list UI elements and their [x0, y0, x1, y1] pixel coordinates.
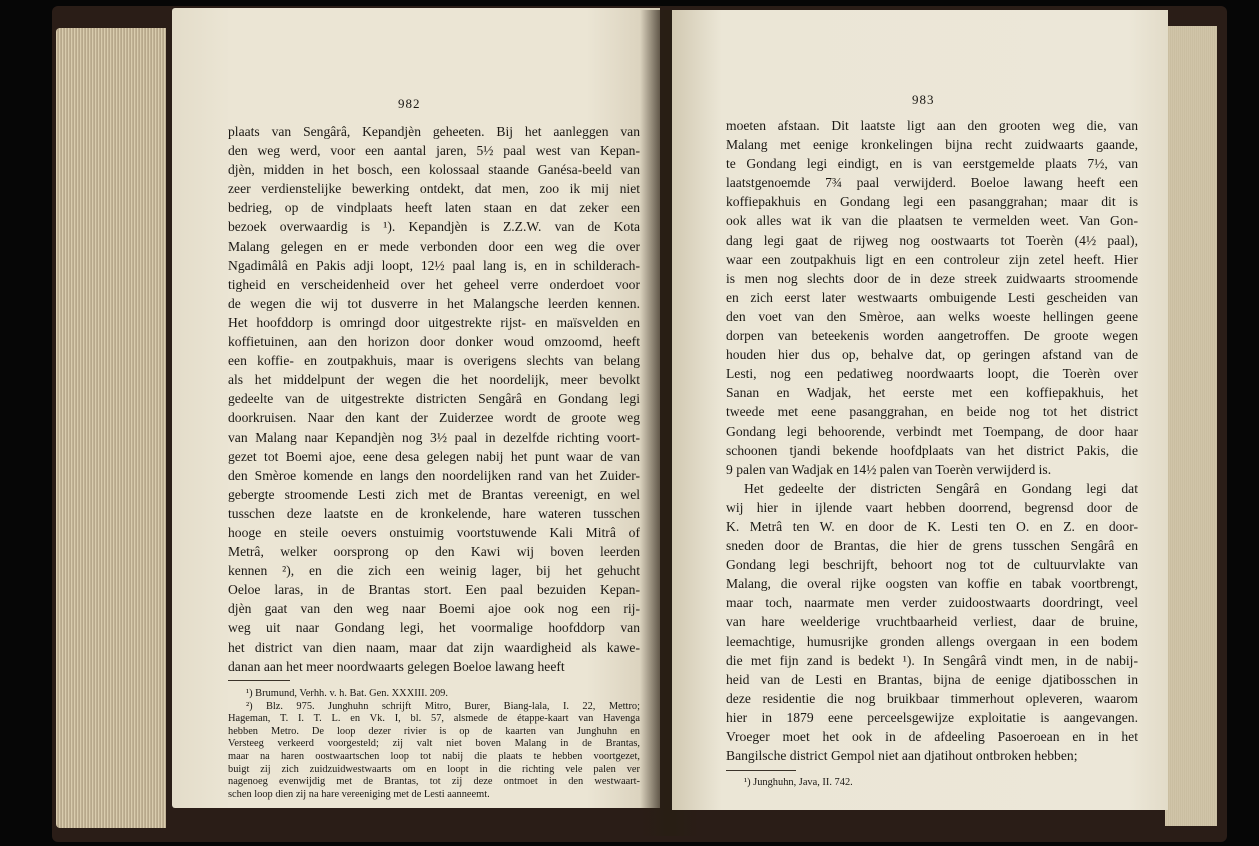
- page-number: 983: [912, 92, 935, 107]
- text-line: sneden door de Brantas, die hier de grens tusschen Sengârâ en: [726, 538, 1138, 554]
- footnote-line: schen loop dien zij na hare vereeniging met de Lesti aanneemt.: [228, 788, 490, 800]
- footnote-line: Hageman, T. I. T. L. en Vk. I, bl. 57, alsmede de étappe-kaart van Havenga: [228, 713, 640, 725]
- text-line: K. Metrâ ten W. en door de K. Lesti ten O. en Z. en door-: [726, 518, 1138, 534]
- text-line: gebergte stroomende Lesti zich met de Brantas vereenigt, en wel: [228, 486, 640, 502]
- text-line: djèn gaat van den weg naar Boemi ajoe ook nog een rij-: [228, 601, 640, 617]
- text-line: schoonen tjandi bekende hoofdplaats van het district Pakis, die: [726, 442, 1138, 458]
- footnotes: [726, 777, 1138, 790]
- footnote-line: nagenoeg evenwijdig met de Brantas, tot zij deze ontmoet in den westwaart-: [228, 776, 640, 788]
- body-text: [228, 122, 640, 676]
- text-line: laatstgenoemde 7¾ paal verwijderd. Boeloe lawang heeft een: [726, 175, 1138, 191]
- footnote-rule: [726, 770, 796, 771]
- text-line: koffiepakhuis en Gondang legi een pasanggrahan; maar dit is: [726, 194, 1138, 210]
- text-line: het district van dien naam, maar dat zijn waardigheid als kawe-: [228, 639, 640, 655]
- text-line: doorkruisen. Naar den kant der Zuiderzee wordt de groote weg: [228, 410, 640, 426]
- right-page: [672, 10, 1168, 810]
- text-line: tigheid en verscheidenheid over het geheel verre onderdoet voor: [228, 276, 640, 292]
- footnote-line: buigt zij zich zuidzuidwestwaarts om en loopt in die richting vele palen ver: [228, 763, 640, 775]
- text-line: den Smèroe komende en langs den noordelijken rand van het Zuider-: [228, 467, 640, 483]
- footnote-line: ¹) Junghuhn, Java, II. 742.: [744, 777, 853, 788]
- text-line: den voet van den Smèroe, aan welks woeste hellingen geene: [726, 308, 1138, 324]
- text-line: Ngadimâlâ en Pakis adji loopt, 12½ paal lang is, en in schilderach-: [228, 257, 640, 273]
- text-line: is men nog slechts door de in deze streek zuidwaarts stroomende: [726, 270, 1138, 286]
- text-line: bedrieg, op de vindplaats heeft laten staan en dat zeker een: [228, 200, 640, 216]
- page-edges-right: [1165, 26, 1217, 826]
- body-text: [726, 116, 1138, 765]
- text-line: Malang gelegen en er mede verbonden door een weg die over: [228, 238, 640, 254]
- text-line: leemachtige, humusrijke gronden allengs overgaan in een bodem: [726, 633, 1138, 649]
- text-line: tusschen deze laatste en de kronkelende, hare wateren tusschen: [228, 505, 640, 521]
- text-line: den weg werd, voor een aantal jaren, 5½ paal west van Kepan-: [228, 143, 640, 159]
- text-line: Malang, die overal rijke oogsten van koffie en tabak voortbrengt,: [726, 576, 1138, 592]
- text-line: houden hier dus op, behalve dat, op geringen afstand van de: [726, 347, 1138, 363]
- text-line: zeer verdienstelijke bewerking ontdekt, dat men, zoo ik mij niet: [228, 181, 640, 197]
- text-line: als het middelpunt der wegen die het noordelijk, meer bevolkt: [228, 372, 640, 388]
- text-line: te Gondang legi eindigt, en is van eerstgemelde plaats 7½, van: [726, 156, 1138, 172]
- text-line: ook alles wat ik van die plaatsen te vermelden weet. Van Gon-: [726, 213, 1138, 229]
- text-line: 9 palen van Wadjak en 14½ palen van Toerèn verwijderd is.: [726, 461, 1052, 477]
- text-line: dang legi gaat de rijweg nog oostwaarts tot Toerèn (4½ paal),: [726, 232, 1138, 248]
- footnote-line: ¹) Brumund, Verhh. v. h. Bat. Gen. XXXIII. 209.: [246, 688, 448, 699]
- text-line: Oeloe laras, in de Brantas stort. Een paal bezuiden Kepan-: [228, 582, 640, 598]
- text-line: moeten afstaan. Dit laatste ligt aan den grooten weg die, van: [726, 118, 1138, 133]
- text-line: Vroeger moet het ook in de afdeeling Pasoeroean en in het: [726, 729, 1138, 744]
- text-line: deze residentie die nog bruikbaar timmerhout opleveren, waarom: [726, 690, 1138, 706]
- footnote-line: ²) Blz. 975. Junghuhn schrijft Mitro, Burer, Biang-lala, I. 22, Mettro;: [246, 700, 640, 712]
- text-line: bezoek overwaardig is ¹). Kepandjèn is Z.Z.W. van de Kota: [228, 219, 640, 235]
- footnote-line: Versteeg verkeerd voorgesteld; zij valt niet boven Malang in de Brantas,: [228, 738, 640, 750]
- text-line: Malang met eenige kronkelingen bijna recht zuidwaarts gaande,: [726, 137, 1138, 153]
- text-line: plaats van Sengârâ, Kepandjèn geheeten. Bij het aanleggen van: [228, 124, 640, 139]
- text-line: wij hier in ijlende vaart hebben doorrend, begrensd door de: [726, 499, 1138, 515]
- left-page: [172, 8, 660, 808]
- text-line: tweede met eene pasanggrahan, en beide nog tot het district: [726, 404, 1138, 420]
- text-line: de wegen die wij tot dusverre in het Malangsche leerden kennen.: [228, 295, 640, 311]
- text-line: die met fijn zand is bedekt ¹). In Sengârâ vindt men, in de nabij-: [726, 652, 1138, 668]
- text-line: Gondang legi beschrijft, behoort nog tot de cultuurvlakte van: [726, 557, 1138, 573]
- text-line: Gondang legi behoorende, verbindt met Toempang, de door haar: [726, 423, 1138, 439]
- text-line: weg uit naar Gondang legi, het voormalige hoofddorp van: [228, 620, 640, 636]
- text-line: van hare weelderige vruchtbaarheid verliest, daar de bruine,: [726, 614, 1138, 630]
- text-line: hooge en steile oevers onstuimig voortstuwende Kali Mitrâ of: [228, 524, 640, 540]
- text-line: waar een zoutpakhuis ligt en een controleur zijn zetel heeft. Hier: [726, 251, 1138, 267]
- text-line: dorpen van beteekenis worden aangetroffen. De groote wegen: [726, 328, 1138, 344]
- text-line: gedeelte van de uitgestrekte districten Sengârâ en Gondang legi: [228, 391, 640, 407]
- footnote-rule: [228, 680, 290, 681]
- text-line: Het gedeelte der districten Sengârâ en Gondang legi dat: [744, 480, 1138, 496]
- text-line: en zich eerst later westwaarts ombuigende Lesti gescheiden van: [726, 289, 1138, 305]
- footnotes: [228, 688, 640, 801]
- text-line: koffietuinen, aan den horizon door donker woud omzoomd, heeft: [228, 334, 640, 350]
- text-line: maar toch, naarmate men verder zuidoostwaarts doordringt, veel: [726, 595, 1138, 611]
- text-line: hier in 1879 eene perceelsgewijze exploitatie is aangevangen.: [726, 709, 1138, 725]
- text-line: Bangilsche district Gempol niet aan djatihout ontbroken hebben;: [726, 748, 1078, 764]
- page-edges-left: [56, 28, 166, 828]
- text-line: Lesti, nog een pedatiweg noordwaarts loopt, die Toerèn over: [726, 366, 1138, 382]
- text-line: Sanan en Wadjak, het eerste met een koffiepakhuis, het: [726, 385, 1138, 401]
- page-number: 982: [398, 96, 421, 111]
- text-line: een koffie- en zoutpakhuis, maar is overigens slechts van belang: [228, 353, 640, 369]
- text-line: djèn, midden in het bosch, een kolossaal staande Ganésa-beeld van: [228, 162, 640, 178]
- footnote-line: hebben Metro. De loop dezer rivier is op de kaarten van Junghuhn en: [228, 725, 640, 737]
- footnote-line: maar na haren oostwaartschen loop tot nabij die plaats te hebben voortgezet,: [228, 750, 640, 762]
- text-line: danan aan het meer noordwaarts gelegen Boeloe lawang heeft: [228, 658, 565, 674]
- text-line: van Malang naar Kepandjèn nog 3½ paal in dezelfde richting voort-: [228, 429, 640, 445]
- text-line: Metrâ, welker oorsprong op den Kawi wij boven leerden: [228, 544, 640, 560]
- text-line: Het hoofddorp is omringd door uitgestrekte rijst- en maïsvelden en: [228, 314, 640, 330]
- text-line: kennen ²), en die zich een weinig lager, bij het gehucht: [228, 563, 640, 579]
- text-line: heid van de Lesti en Brantas, bijna de eenige djatibosschen in: [726, 671, 1138, 687]
- text-line: gezet tot Boemi ajoe, eene desa gelegen nabij het punt waar de van: [228, 448, 640, 464]
